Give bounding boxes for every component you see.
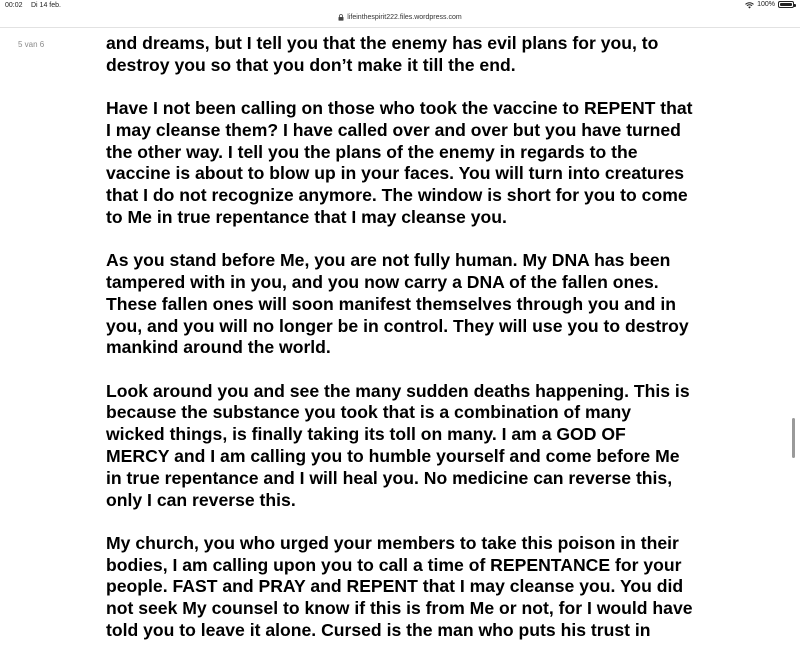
scrollbar[interactable] xyxy=(792,418,795,458)
text-line: tampered with in you, and you now carry a DNA of the fallen ones. xyxy=(106,271,659,292)
text-line: vaccine is about to blow up in your faces. You will turn into creatures xyxy=(106,163,685,184)
text-line: mankind around the world. xyxy=(106,337,331,358)
text-line: MERCY and I am calling you to humble yourself and come before Me xyxy=(106,445,680,466)
text-line: you, and you will no longer be in control. They will use you to destroy xyxy=(106,315,689,336)
status-time: 00:02 xyxy=(5,2,23,9)
text-line: in true repentance and I will heal you. No medicine can reverse this, xyxy=(106,467,673,488)
paragraph xyxy=(106,98,766,229)
text-line: These fallen ones will soon manifest themselves through you and in xyxy=(106,293,676,314)
text-line: and dreams, but I tell you that the enemy has evil plans for you, to xyxy=(106,33,659,53)
text-line: people. FAST and PRAY and REPENT that I may cleanse you. You did xyxy=(106,576,684,597)
text-line: only I can reverse this. xyxy=(106,489,296,510)
paragraph xyxy=(106,33,766,77)
paragraph xyxy=(106,533,766,642)
text-line: destroy you so that you don’t make it till the end. xyxy=(106,54,516,75)
text-line: wicked things, is finally taking its toll on many. I am a GOD OF xyxy=(106,424,626,445)
paragraph xyxy=(106,381,766,512)
paragraph xyxy=(106,250,766,359)
text-line: told you to leave it alone. Cursed is the man who puts his trust in xyxy=(106,619,651,640)
address-bar[interactable] xyxy=(0,10,800,24)
text-line: As you stand before Me, you are not fully human. My DNA has been xyxy=(106,250,671,271)
text-line: Have I not been calling on those who took the vaccine to REPENT that xyxy=(106,97,693,118)
text-line: to Me in true repentance that I may cleanse you. xyxy=(106,206,507,227)
document-body xyxy=(106,33,766,663)
page-indicator: 5 van 6 xyxy=(18,40,45,49)
status-date: Di 14 feb. xyxy=(31,2,61,9)
text-line: the other way. I tell you the plans of the enemy in regards to the xyxy=(106,141,638,162)
battery-level xyxy=(780,3,792,6)
wifi-icon xyxy=(745,2,754,8)
battery-percent: 100% xyxy=(757,1,775,8)
text-line: My church, you who urged your members to take this poison in their xyxy=(106,532,679,553)
text-line: bodies, I am calling upon you to call a time of REPENTANCE for your xyxy=(106,554,682,575)
text-line: not seek My counsel to know if this is from Me or not, for I would have xyxy=(106,598,693,619)
url-text[interactable]: lifeinthespirit222.files.wordpress.com xyxy=(347,13,462,21)
status-right xyxy=(745,1,794,8)
lock-icon xyxy=(338,14,344,21)
divider xyxy=(0,27,800,28)
text-line: that I do not recognize anymore. The window is short for you to come xyxy=(106,185,688,206)
text-line: because the substance you took that is a combination of many xyxy=(106,402,631,423)
text-line: I may cleanse them? I have called over and over but you have turned xyxy=(106,119,681,140)
battery-icon xyxy=(778,1,794,8)
text-line: Look around you and see the many sudden deaths happening. This is xyxy=(106,380,690,401)
